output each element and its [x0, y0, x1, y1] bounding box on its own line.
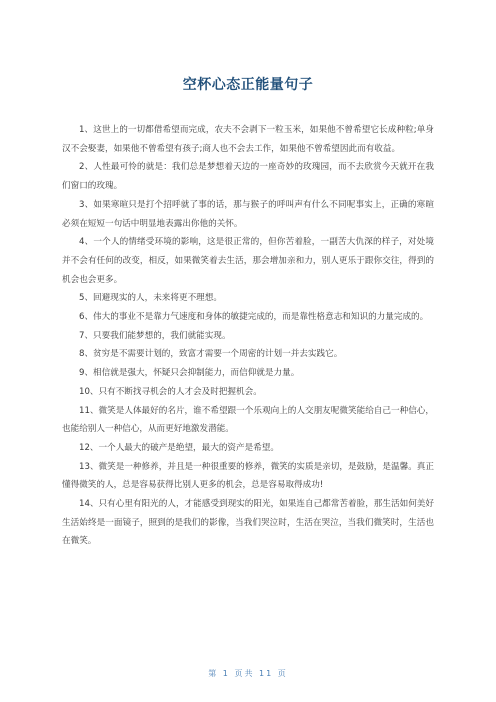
paragraph-6: 6、伟大的事业不是靠力气速度和身体的敏捷完成的，而是靠性格意志和知识的力量完成的。 — [79, 312, 429, 323]
paragraph-5: 5、回避现实的人，未来将更不理想。 — [79, 293, 222, 304]
paragraph-11: 11、微笑是人体最好的名片，谁不希望跟一个乐观向上的人交朋友呢微笑能给自己一种信心，也能给别人一种信心，从而更好地激发潜能。 — [62, 405, 434, 435]
paragraph-4: 4、一个人的情绪受环境的影响，这是很正常的，但你苦着脸，一副苦大仇深的样子，对处境并不会有任何的改变，相反，如果微笑着去生活，那会增加亲和力，别人更乐于跟你交往，得到的机会也会更多。 — [62, 237, 434, 285]
paragraph-13: 13、微笑是一种修养，并且是一种很重要的修养，微笑的实质是亲切，是鼓励，是温馨。真正懂得微笑的人，总是容易获得比别人更多的机会，总是容易取得成功! — [62, 461, 434, 491]
paragraph-3: 3、如果寒暄只是打个招呼就了事的话，那与猴子的呼叫声有什么不同呢事实上，正确的寒暄必须在短短一句话中明显地表露出你他的关怀。 — [62, 199, 434, 229]
document-body — [62, 121, 434, 551]
paragraph-10: 10、只有不断找寻机会的人才会及时把握机会。 — [79, 386, 262, 397]
paragraph-12: 12、一个人最大的破产是绝望，最大的资产是希望。 — [79, 442, 279, 453]
paragraph-7: 7、只要我们能梦想的，我们就能实现。 — [79, 330, 231, 341]
paragraph-9: 9、相信就是强大，怀疑只会抑制能力，而信仰就是力量。 — [79, 368, 300, 379]
paragraph-8: 8、贫穷是不需要计划的，致富才需要一个周密的计划一并去实践它。 — [79, 349, 343, 360]
page-number-footer: 第 1 页共 11 页 — [208, 669, 288, 678]
paragraph-1: 1、这世上的一切都借希望而完成，农夫不会剥下一粒玉米，如果他不曾希望它长成种粒;单身汉不会娶妻，如果他不曾希望有孩子;商人也不会去工作，如果他不曾希望因此而有收益。 — [62, 125, 434, 154]
paragraph-2: 2、人性最可怜的就是：我们总是梦想着天边的一座奇妙的玫瑰园，而不去欣赏今天就开在我们窗口的玫瑰。 — [62, 162, 434, 192]
paragraph-14: 14、只有心里有阳光的人，才能感受到现实的阳光，如果连自己都常苦着脸，那生活如何美好生活始终是一面镜子，照到的是我们的影像，当我们哭泣时，生活在哭泣，当我们微笑时，生活也在微笑。 — [62, 499, 434, 547]
document-title: 空杯心态正能量句子 — [182, 77, 314, 93]
